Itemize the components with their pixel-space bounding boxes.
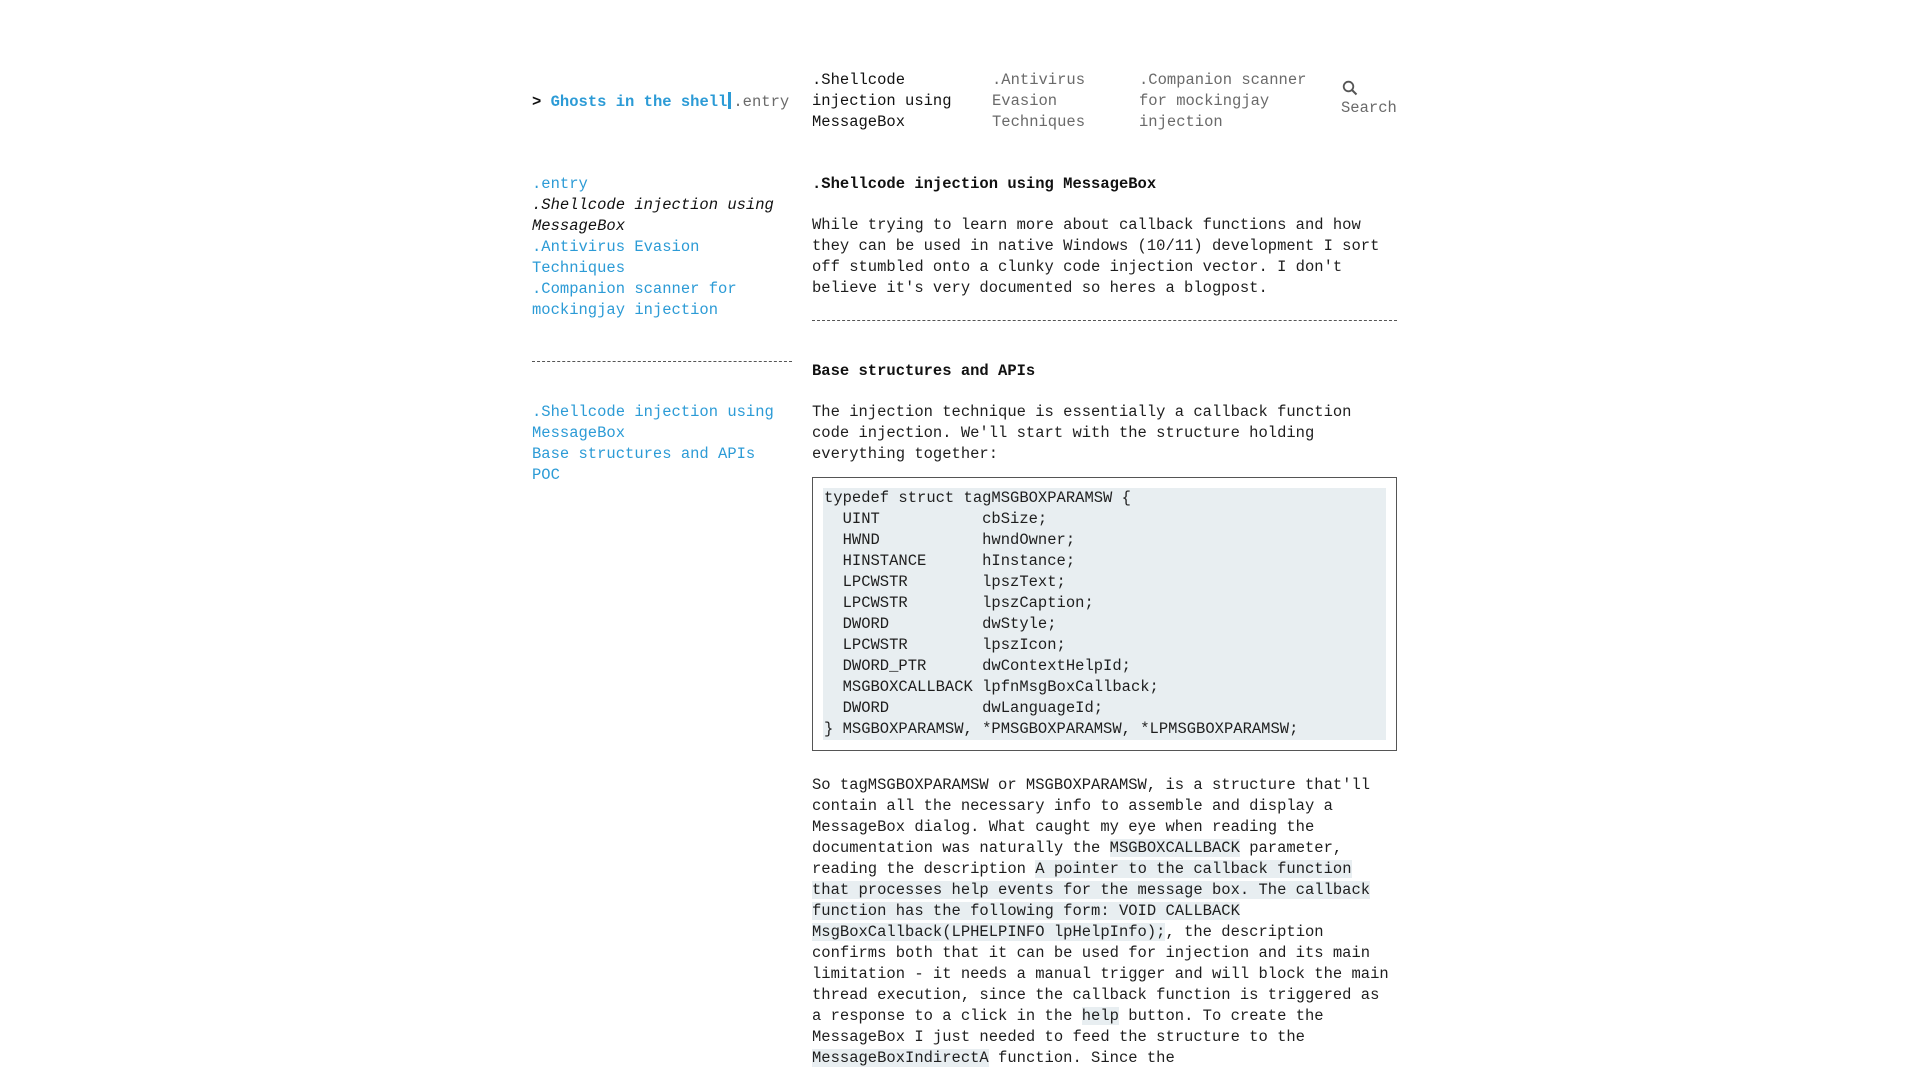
sidebar-post-antivirus[interactable]: .Antivirus Evasion Techniques (532, 238, 700, 277)
site-brand[interactable] (532, 92, 789, 113)
text-run: So tagMSGBOXPARAMSW or MSGBOXPARAMSW, is a structure that'll contain all the necessary info to assemble and display a MessageBox dialog. What caught my eye when reading the documentation was naturally the (812, 776, 1371, 857)
sidebar-post-entry[interactable]: .entry (532, 175, 588, 193)
sidebar-post-shellcode-active: .Shellcode injection using MessageBox (532, 196, 774, 235)
article-title: .Shellcode injection using MessageBox (812, 175, 1157, 193)
sidebar-post-companion[interactable]: .Companion scanner for mockingjay injection (532, 280, 737, 319)
section-paragraph: The injection technique is essentially a callback function code injection. We'll start with the structure holding everything together: (812, 403, 1352, 463)
search-icon (1342, 80, 1358, 96)
text-run: , the description confirms both that it can be used for injection and its main limitation - it needs a manual trigger and will block the main thread execution, since the callback function is triggered as a response to a click in the (812, 923, 1389, 1025)
article (812, 174, 1397, 1090)
terminal-cursor (728, 92, 731, 109)
explanation-paragraph (812, 775, 1397, 1069)
post-list (532, 174, 792, 321)
sidebar (532, 174, 792, 486)
search-button[interactable] (1341, 80, 1397, 119)
text-run: function. Since the (988, 1049, 1175, 1067)
code-content: typedef struct tagMSGBOXPARAMSW { UINT cbSize; HWND hwndOwner; HINSTANCE hInstance; LPCWSTR lpszText; LPCWSTR lpszCaption; DWORD dwStyle; LPCWSTR lpszIcon; DWORD_PTR dwContextHelpId; MSGBOXCALLBACK lpfnMsgBoxCallback; DWORD dwLanguageId; } MSGBOXPARAMSW, *PMSGBOXPARAMSW, *LPMSGBOXPARAMSW; (823, 488, 1386, 740)
toc-item-base-structures[interactable]: Base structures and APIs (532, 445, 756, 463)
inline-code-help: help (1081, 1007, 1119, 1025)
sidebar-divider (532, 361, 792, 362)
toc-item-shellcode[interactable]: .Shellcode injection using MessageBox (532, 403, 774, 442)
site-title[interactable]: Ghosts in the shell (550, 93, 728, 111)
nav-companion-scanner[interactable]: .Companion scanner for mockingjay injection (1139, 71, 1307, 131)
toc-item-poc[interactable]: POC (532, 466, 560, 484)
inline-code-messageboxindirecta: MessageBoxIndirectA (812, 1049, 989, 1067)
inline-code-msgboxcallback: MSGBOXCALLBACK (1109, 839, 1240, 857)
site-suffix: .entry (733, 93, 790, 111)
search-label: Search (1341, 99, 1397, 117)
text-run: parameter, reading the description (812, 839, 1343, 878)
table-of-contents (532, 402, 792, 486)
text-run: button. To create the MessageBox I just needed to feed the structure to the (812, 1007, 1324, 1046)
nav-shellcode-injection[interactable]: .Shellcode injection using MessageBox (812, 71, 952, 131)
code-block (812, 477, 1397, 751)
prompt-symbol: > (532, 93, 542, 111)
nav-antivirus-evasion[interactable]: .Antivirus Evasion Techniques (992, 71, 1086, 131)
section-divider (812, 320, 1397, 321)
inline-code-description: A pointer to the callback function that processes help events for the message box. The callback function has the following form: VOID CALLBACK MsgBoxCallback(LPHELPINFO lpHelpInfo); (812, 860, 1371, 941)
intro-paragraph: While trying to learn more about callback functions and how they can be used in native Windows (10/11) development I sort off stumbled onto a clunky code injection vector. I don't believe it's very documented so heres a blogpost. (812, 216, 1380, 297)
section-heading-base-structures: Base structures and APIs (812, 362, 1036, 380)
